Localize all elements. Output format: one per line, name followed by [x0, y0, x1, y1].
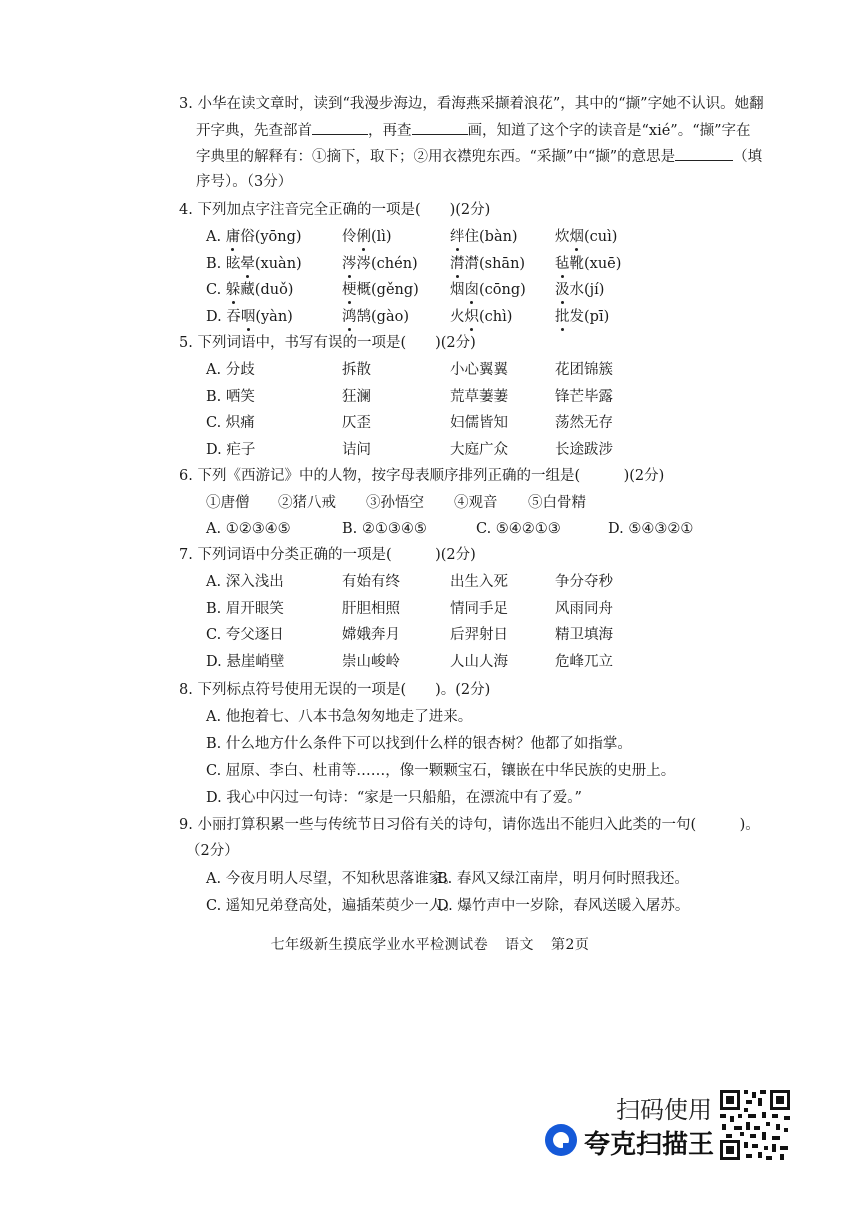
- q4-cell-text: D. 吞: [206, 308, 241, 325]
- q4-option-cell: [206, 227, 302, 247]
- q4-cell-text: 伶: [342, 229, 357, 245]
- q5-option-cell: 长途跋涉: [555, 441, 613, 458]
- q4-option-cell: [555, 280, 604, 300]
- q7-option-cell: A. 深入浅出: [206, 574, 284, 590]
- q7-option-cell: C. 夸父逐日: [206, 627, 284, 643]
- q7-option-cell: 风雨同舟: [555, 600, 613, 617]
- q7-option-cell: 人山人海: [450, 653, 508, 670]
- q7-option-cell: 崇山峻岭: [342, 653, 400, 670]
- dotted-character: 咽: [240, 308, 256, 325]
- q4-option-cell: [450, 280, 526, 300]
- q4-cell-text: (lì): [371, 229, 392, 245]
- q6-stem: 6. 下列《西游记》中的人物，按字母表顺序排列正确的一组是( )(2分): [179, 468, 665, 484]
- q7-option-cell: 危峰兀立: [555, 653, 613, 670]
- q5-option-cell: D. 疟子: [206, 441, 256, 458]
- q4-option-cell: [450, 254, 525, 274]
- q9-option-d: D. 爆竹声中一岁除，春风送暖入屠苏。: [437, 898, 690, 914]
- q9-score: （2分）: [186, 843, 239, 859]
- q8-stem: 8. 下列标点符号使用无误的一项是( )。(2分): [179, 682, 491, 698]
- q4-option-cell: [450, 227, 518, 247]
- q3-line-3: [196, 146, 762, 167]
- q7-option-cell: 精卫填海: [555, 627, 613, 643]
- dotted-character: 潸: [450, 255, 465, 272]
- q9-stem: 9. 小丽打算积累一些与传统节日习俗有关的诗句，请你选出不能归入此类的一句( )。: [179, 817, 760, 833]
- dotted-character: 炽: [464, 308, 479, 325]
- q4-cell-text: C.: [206, 282, 226, 298]
- q5-option-cell: 狂澜: [342, 388, 371, 405]
- q6-item: ②猪八戒: [278, 495, 336, 511]
- q5-option-cell: 妇儒皆知: [450, 415, 508, 431]
- q4-option-cell: [555, 307, 609, 327]
- q7-option-cell: 肝胆相照: [342, 600, 400, 617]
- q7-option-cell: 情同手足: [450, 600, 508, 617]
- dotted-character: 涔: [342, 255, 357, 272]
- dotted-character: 绊: [450, 229, 465, 245]
- q7-option-cell: 争分夺秒: [555, 574, 613, 590]
- watermark-brand: 夸克扫描王: [584, 1130, 715, 1160]
- q5-option-cell: C. 炽痛: [206, 415, 255, 431]
- dotted-character: 汲: [555, 282, 570, 298]
- q5-option-cell: 仄歪: [342, 415, 371, 431]
- q8-option-b: B. 什么地方什么条件下可以找到什么样的银杏树？他都了如指掌。: [206, 736, 632, 752]
- q4-cell-text: 俗(yōng): [240, 229, 302, 245]
- q4-option-cell: [206, 254, 302, 274]
- q5-option-cell: 大庭广众: [450, 441, 508, 458]
- q4-cell-text: 藏(duǒ): [240, 282, 294, 298]
- q6-option-a: A. ①②③④⑤: [206, 521, 291, 537]
- footer-subject: 语文: [505, 937, 535, 953]
- q5-option-cell: 荒草萋萋: [450, 388, 508, 405]
- dotted-character: 俐: [356, 229, 371, 245]
- q4-cell-text: 水(jí): [569, 282, 605, 298]
- dotted-character: 躲: [225, 282, 241, 298]
- q4-option-cell: [342, 280, 419, 300]
- q4-stem: 4. 下列加点字注音完全正确的一项是( )(2分): [179, 202, 491, 218]
- q4-cell-text: 发(pī): [569, 308, 610, 325]
- q4-option-cell: [342, 254, 418, 274]
- dotted-character: 囱: [464, 282, 479, 298]
- q7-option-cell: 嫦娥奔月: [342, 627, 400, 643]
- q3-line-1: 3. 小华在读文章时，读到“我漫步海边，看海燕采撷着浪花”，其中的“撷”字她不认识。她翻: [179, 96, 764, 112]
- q7-option-cell: 后羿射日: [450, 627, 508, 643]
- q5-option-cell: A. 分歧: [206, 362, 255, 378]
- watermark-scan-text: 扫码使用: [616, 1096, 712, 1124]
- q6-item: ①唐僧: [206, 495, 250, 511]
- q3-blank-radical: [312, 120, 368, 135]
- q5-option-cell: 拆散: [342, 362, 371, 378]
- q3-line-2-b: ，再查: [368, 123, 412, 139]
- q4-cell-text: (chì): [479, 308, 513, 325]
- q6-item: ④观音: [454, 495, 498, 511]
- q4-option-cell: [555, 254, 621, 274]
- q5-option-cell: 诘问: [342, 441, 371, 458]
- dotted-character: 庸: [225, 229, 241, 245]
- q3-line-2-c: 画，知道了这个字的读音是“xié”。“撷”字在: [467, 123, 751, 139]
- q5-option-cell: 小心翼翼: [450, 362, 508, 378]
- q4-option-cell: [450, 307, 512, 327]
- q4-cell-text: 烟: [450, 282, 465, 298]
- dotted-character: 烟: [569, 229, 584, 245]
- q4-cell-text: (cōng): [479, 282, 526, 298]
- qr-code-icon[interactable]: [718, 1088, 792, 1162]
- dotted-character: 晕: [240, 255, 255, 272]
- dotted-character: 毡: [555, 255, 570, 272]
- q4-option-cell: [342, 227, 392, 247]
- q4-cell-text: 涔(chén): [356, 255, 418, 272]
- q7-option-cell: 出生入死: [450, 574, 508, 590]
- q9-option-b: B. 春风又绿江南岸，明月何时照我还。: [437, 871, 689, 887]
- q3-line-4: 序号）。（3分）: [196, 174, 293, 190]
- q3-blank-meaning: [675, 146, 733, 161]
- q4-cell-text: 住(bàn): [464, 229, 518, 245]
- q4-cell-text: B. 眩: [206, 255, 241, 272]
- q3-line-3-a: 字典里的解释有：①摘下，取下；②用衣襟兜东西。“采撷”中“撷”的意思是: [196, 149, 676, 165]
- q9-option-a: A. 今夜月明人尽望，不知秋思落谁家。: [206, 871, 458, 887]
- q3-line-3-b: （填: [733, 149, 763, 165]
- q6-option-d: D. ⑤④③②①: [608, 521, 694, 537]
- q4-cell-text: 炊: [555, 229, 570, 245]
- q4-cell-text: (xuàn): [254, 255, 302, 272]
- q7-option-cell: 有始有终: [342, 574, 400, 590]
- q5-option-cell: 荡然无存: [555, 415, 613, 431]
- q7-stem: 7. 下列词语中分类正确的一项是( )(2分): [179, 547, 476, 563]
- q4-cell-text: 火: [450, 308, 465, 325]
- q3-line-2: [196, 120, 751, 141]
- q8-option-c: C. 屈原、李白、杜甫等……，像一颗颗宝石，镶嵌在中华民族的史册上。: [206, 763, 676, 779]
- dotted-character: 鸿: [342, 308, 357, 325]
- q8-option-d: D. 我心中闪过一句诗：“家是一只船船，在漂流中有了爱。”: [206, 790, 582, 806]
- footer-title: 七年级新生摸底学业水平检测试卷: [270, 937, 489, 953]
- q4-cell-text: A.: [206, 229, 226, 245]
- q4-cell-text: (yàn): [255, 308, 293, 325]
- q4-cell-text: 概(gěng): [356, 282, 419, 298]
- q4-cell-text: (cuì): [584, 229, 618, 245]
- q5-option-cell: 花团锦簇: [555, 362, 613, 378]
- q3-blank-strokes: [412, 120, 468, 135]
- q4-cell-text: 鹄(gào): [356, 308, 409, 325]
- q6-option-b: B. ②①③④⑤: [342, 521, 427, 537]
- q5-stem: 5. 下列词语中，书写有误的一项是( )(2分): [179, 335, 476, 351]
- dotted-character: 批: [555, 308, 570, 325]
- q4-cell-text: 潸(shān): [464, 255, 526, 272]
- q4-cell-text: 靴(xuē): [569, 255, 622, 272]
- q5-option-cell: 锋芒毕露: [555, 388, 613, 405]
- scanner-logo-icon: [545, 1124, 577, 1156]
- q7-option-cell: B. 眉开眼笑: [206, 600, 284, 617]
- footer-page-number: 第2页: [550, 937, 590, 953]
- q7-option-cell: D. 悬崖峭壁: [206, 653, 285, 670]
- dotted-character: 梗: [342, 282, 357, 298]
- q4-option-cell: [342, 307, 409, 327]
- q9-option-c: C. 遥知兄弟登高处，遍插茱萸少一人。: [206, 898, 458, 914]
- page-footer: [0, 934, 860, 954]
- q4-option-cell: [206, 307, 293, 327]
- q3-line-2-a: 开字典，先查部首: [196, 123, 312, 139]
- q5-option-cell: B. 哂笑: [206, 388, 255, 405]
- q4-option-cell: [206, 280, 293, 300]
- q6-option-c: C. ⑤④②①③: [476, 521, 561, 537]
- q4-option-cell: [555, 227, 617, 247]
- q6-item: ③孙悟空: [366, 495, 424, 511]
- q6-item: ⑤白骨精: [528, 495, 586, 511]
- q8-option-a: A. 他抱着七、八本书急匆匆地走了进来。: [206, 709, 473, 725]
